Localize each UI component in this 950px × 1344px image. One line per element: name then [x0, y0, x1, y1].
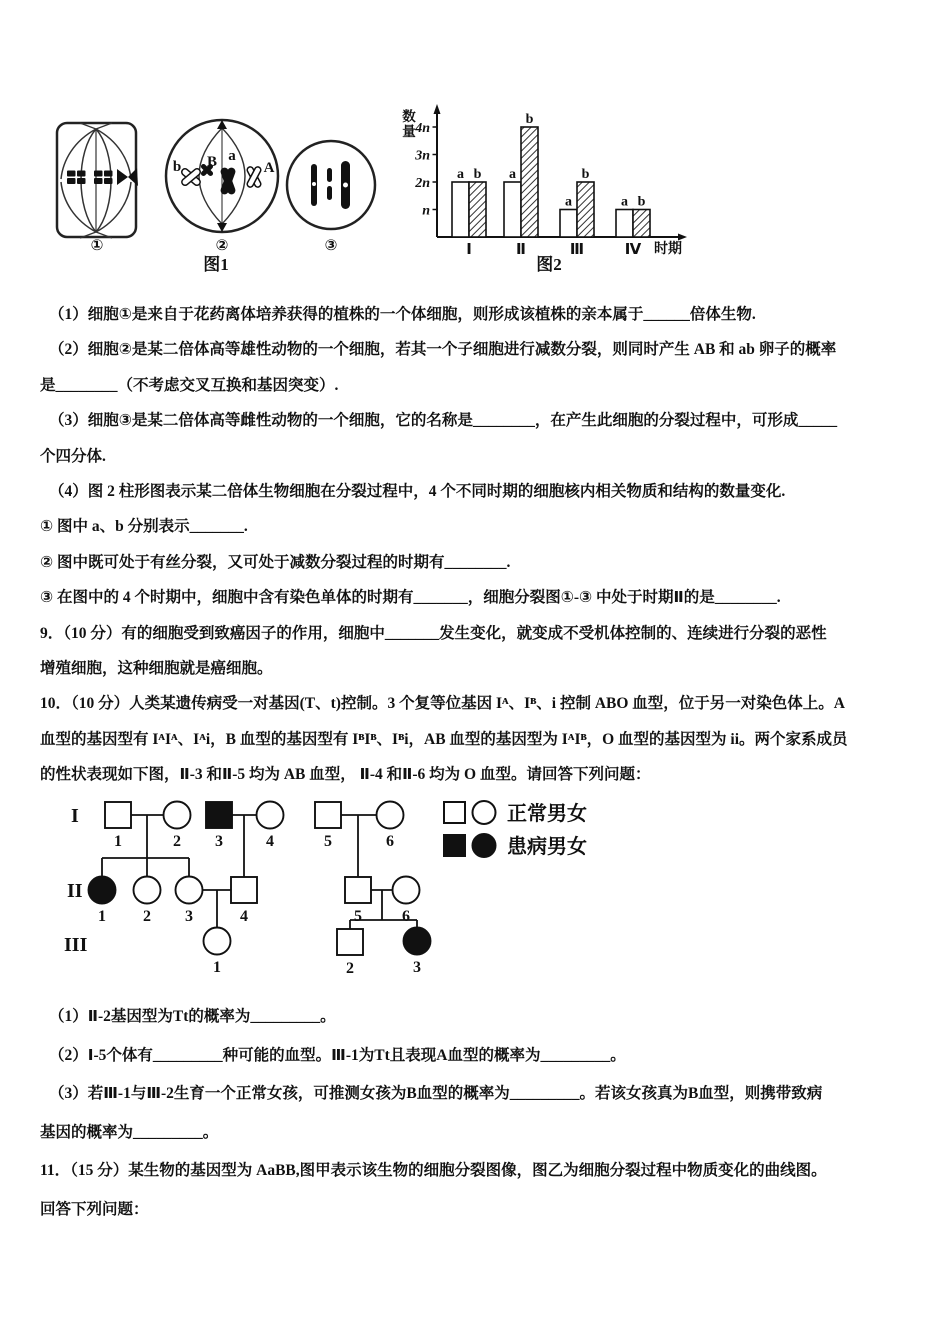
question-text-line: 是________（不考虑交叉互换和基因突变）. — [40, 376, 339, 394]
individual-I-2 — [164, 802, 191, 829]
individual-II-3 — [176, 877, 203, 904]
individual-I-3 — [206, 802, 232, 828]
question-text-block-lower — [40, 998, 922, 1230]
question-text-line: （1）细胞①是来自于花药离体培养获得的植株的一个体细胞，则形成该植株的亲本属于______倍体生物. — [49, 306, 756, 323]
chromosome-B-label: B — [206, 154, 218, 170]
legend-circle-filled — [473, 834, 496, 857]
individual-I-1 — [105, 802, 131, 828]
question-text-line: （3）若Ⅲ-1与Ⅲ-2生育一个正常女孩，可推测女孩为B血型的概率为_________。若该女孩真为B血型，则携带致病 — [49, 1085, 823, 1103]
x-axis-title: 时期 — [654, 242, 682, 257]
individual-number-II-2: 2 — [143, 908, 151, 925]
individual-number-I-4: 4 — [266, 833, 274, 850]
x-category-label: Ⅱ — [516, 242, 526, 258]
question-text-line: 增殖细胞，这种细胞就是癌细胞。 — [40, 659, 273, 677]
bar-label: a — [457, 167, 464, 182]
question-text-line: （3）细胞③是某二倍体高等雌性动物的一个细胞，它的名称是________，在产生此细胞的分裂过程中，可形成_____ — [49, 412, 838, 430]
generation-label-III: III — [64, 934, 88, 956]
question-text-line: ① 图中 a、b 分别表示_______. — [40, 518, 248, 536]
individual-II-4 — [231, 877, 257, 903]
legend-square-open — [444, 802, 465, 823]
individual-number-III-1: 1 — [213, 959, 221, 976]
y-tick-label: n — [422, 203, 430, 219]
individual-number-II-4: 4 — [240, 908, 248, 925]
bar-label: a — [509, 167, 516, 182]
chromosome-a-label: a — [228, 148, 236, 164]
question-text-line: 11．（15 分）某生物的基因型为 AaBB,图甲表示该生物的细胞分裂图像，图乙为细胞分裂过程中物质变化的曲线图。 — [40, 1162, 827, 1180]
bar-a-Ⅱ — [504, 182, 521, 237]
bar-b-Ⅱ — [521, 127, 538, 237]
individual-II-2 — [134, 877, 161, 904]
individual-I-5 — [315, 802, 341, 828]
y-axis-title-char: 量 — [402, 124, 416, 139]
individual-III-2 — [337, 929, 363, 955]
generation-label-I: I — [71, 805, 79, 827]
question-text-line: 10．（10 分）人类某遗传病受一对基因(T、t)控制。3 个复等位基因 Iᴬ、Iᴮ、i 控制 ABO 血型，位于另一对染色体上。A — [40, 695, 845, 713]
cell-3-label: ③ — [324, 238, 338, 254]
bar-a-Ⅳ — [616, 210, 633, 238]
bar-b-Ⅲ — [577, 182, 594, 237]
figure1-cell-diagrams — [40, 100, 400, 280]
question-text-line: 回答下列问题： — [40, 1200, 149, 1218]
y-tick-label: 3n — [415, 148, 430, 164]
question-text-line: （4）图 2 柱形图表示某二倍体生物细胞在分裂过程中，4 个不同时期的细胞核内相关物质和结构的数量变化. — [49, 482, 786, 500]
y-tick-label: 4n — [415, 121, 430, 136]
individual-number-I-2: 2 — [173, 833, 181, 850]
x-category-label: Ⅳ — [624, 242, 642, 258]
bar-label: b — [581, 167, 590, 182]
bar-label: b — [637, 194, 646, 210]
individual-I-6 — [377, 802, 404, 829]
chart-bars-and-ticks — [402, 108, 650, 258]
cell-1-chromosomes — [67, 168, 138, 186]
individual-number-III-2: 2 — [346, 960, 354, 977]
cell-3-diagram — [287, 141, 375, 229]
individual-number-II-6: 6 — [402, 908, 410, 925]
individual-II-1 — [89, 877, 116, 904]
question-text-line: （1）Ⅱ-2基因型为Tt的概率为_________。 — [49, 1008, 336, 1025]
bar-b-Ⅳ — [633, 210, 650, 238]
bar-label: b — [525, 112, 534, 127]
chromosome-b-label: b — [172, 159, 182, 175]
cell-1-label: ① — [90, 238, 104, 254]
figure2-caption: 图2 — [536, 255, 562, 274]
y-tick-label: 2n — [415, 176, 430, 191]
x-axis-arrow — [678, 234, 687, 241]
legend-circle-open — [473, 801, 496, 824]
individual-number-II-5: 5 — [354, 908, 362, 925]
question-text-line: 9．（10 分）有的细胞受到致癌因子的作用，细胞中_______发生变化，就变成不受机体控制的、连续进行分裂的恶性 — [40, 624, 827, 642]
individual-number-I-1: 1 — [114, 833, 122, 850]
x-category-label: Ⅲ — [569, 242, 585, 258]
bar-a-Ⅰ — [452, 182, 469, 237]
bar-b-Ⅰ — [469, 182, 486, 237]
pedigree-chart — [40, 790, 610, 990]
individual-II-6 — [393, 877, 420, 904]
question-text-line: ② 图中既可处于有丝分裂，又可处于减数分裂过程的时期有________. — [40, 553, 511, 571]
y-axis-arrow — [434, 104, 441, 114]
chromosome-A — [246, 166, 262, 188]
question-text-line: 个四分体. — [40, 447, 106, 465]
question-text-line: 的性状表现如下图，Ⅱ-3 和Ⅱ-5 均为 AB 血型， Ⅱ-4 和Ⅱ-6 均为 O 血型。请回答下列问题： — [40, 766, 651, 784]
bar-label: a — [565, 194, 572, 210]
y-axis-title-char: 数 — [402, 109, 416, 124]
figure1-caption: 图1 — [203, 255, 229, 274]
question-text-block-upper — [40, 297, 922, 792]
individual-III-3 — [404, 928, 431, 955]
individual-number-II-1: 1 — [98, 908, 106, 925]
individual-III-1 — [204, 928, 231, 955]
individual-number-I-5: 5 — [324, 833, 332, 850]
individual-I-4 — [257, 802, 284, 829]
x-category-label: Ⅰ — [466, 242, 472, 258]
individual-II-5 — [345, 877, 371, 903]
cell-2-label: ② — [215, 238, 229, 254]
legend-label-normal: 正常男女 — [507, 803, 587, 825]
question-text-line: 血型的基因型有 IᴬIᴬ、Iᴬi，B 血型的基因型有 IᴮIᴮ、Iᴮi，AB 血型的基因型为 IᴬIᴮ，O 血型的基因型为 ii。两个家系成员 — [40, 730, 848, 748]
legend-label-affected: 患病男女 — [507, 836, 587, 858]
individual-number-I-6: 6 — [386, 833, 394, 850]
cell-1-diagram — [57, 123, 138, 238]
generation-label-II: II — [67, 880, 83, 902]
individual-number-II-3: 3 — [185, 908, 193, 925]
figure2-bar-chart — [393, 100, 700, 280]
bar-label: a — [621, 194, 628, 210]
question-text-line: （2）Ⅰ-5个体有_________种可能的血型。Ⅲ-1为Tt且表现A血型的概率为_________。 — [49, 1046, 626, 1064]
legend-square-filled — [444, 835, 465, 856]
cell-2-diagram — [166, 120, 278, 232]
question-text-line: ③ 在图中的 4 个时期中，细胞中含有染色单体的时期有_______，细胞分裂图①-③ 中处于时期Ⅱ的是________. — [40, 589, 781, 607]
question-text-line: （2）细胞②是某二倍体高等雄性动物的一个细胞，若其一个子细胞进行减数分裂，则同时产生 AB 和 ab 卵子的概率 — [49, 341, 837, 359]
individual-number-III-3: 3 — [413, 959, 421, 976]
bar-label: b — [473, 167, 482, 182]
chromosome-A-label: A — [263, 160, 275, 176]
bar-a-Ⅲ — [560, 210, 577, 238]
question-text-line: 基因的概率为_________。 — [40, 1123, 219, 1141]
individual-number-I-3: 3 — [215, 833, 223, 850]
